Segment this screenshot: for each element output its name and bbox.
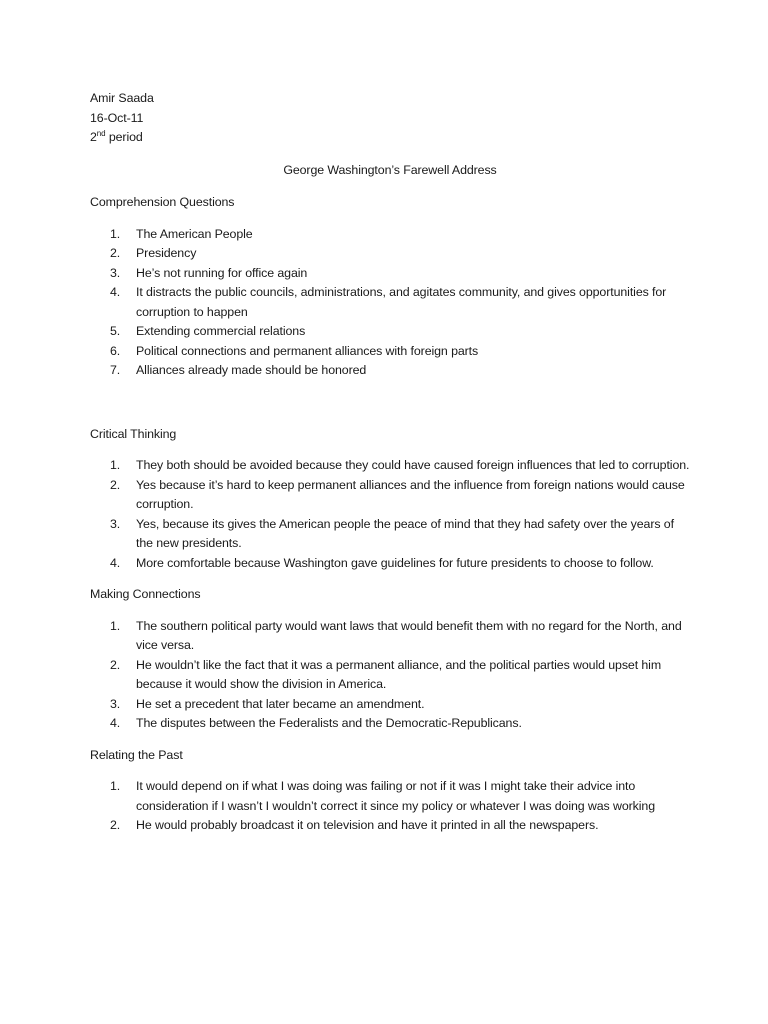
list-item [90, 656, 691, 695]
period-label: period [105, 130, 143, 144]
item-text: It would depend on if what I was doing was failing or not if it was I might take their advice into consideration if I wasn’t I wouldn’t correct it since my policy or whatever I was doing was working [136, 779, 655, 813]
item-number: 2. [110, 477, 121, 492]
student-name: Amir Saada [90, 91, 154, 105]
item-number: 1. [110, 226, 121, 241]
item-text: Yes because it’s hard to keep permanent alliances and the influence from foreign nations would cause corruption. [136, 477, 685, 511]
section-heading-making-connections: Making Connections [90, 587, 201, 601]
section-heading-comprehension: Comprehension Questions [90, 195, 235, 209]
item-number: 4. [110, 716, 121, 730]
item-number: 4. [110, 285, 121, 299]
item-text: He would probably broadcast it on television and have it printed in all the newspapers. [136, 818, 599, 832]
period-suffix: nd [96, 129, 106, 138]
item-number: 2. [110, 657, 121, 672]
item-number: 3. [110, 516, 121, 531]
item-text: It distracts the public councils, administrations, and agitates community, and gives opportunities for corruption to happen [136, 285, 667, 319]
item-text: He set a precedent that later became an amendment. [136, 696, 425, 711]
item-number: 2. [110, 818, 121, 832]
list-item [90, 777, 691, 816]
document-content [90, 89, 690, 836]
list-item [90, 515, 691, 554]
list-item [90, 456, 691, 476]
item-text: Political connections and permanent alliances with foreign parts [136, 343, 479, 358]
comprehension-list [90, 225, 690, 381]
list-item [90, 554, 691, 574]
section-heading-critical-thinking: Critical Thinking [90, 426, 177, 441]
list-item [90, 322, 691, 342]
making-connections-list [90, 617, 690, 734]
list-item [90, 361, 691, 381]
item-text: The disputes between the Federalists and the Democratic-Republicans. [136, 716, 522, 730]
item-number: 5. [110, 324, 121, 338]
section-heading-relating-the-past: Relating the Past [90, 747, 183, 762]
item-text: The American People [136, 226, 253, 241]
class-period [90, 128, 690, 148]
item-number: 1. [110, 458, 121, 472]
item-text: They both should be avoided because they could have caused foreign influences that led to corruption. [136, 458, 690, 472]
item-text: Alliances already made should be honored [136, 363, 367, 377]
item-number: 3. [110, 696, 121, 711]
critical-thinking-list [90, 456, 690, 573]
item-number: 7. [110, 363, 121, 377]
list-item [90, 617, 691, 656]
list-item [90, 225, 691, 245]
item-number: 6. [110, 343, 121, 358]
item-number: 1. [110, 779, 121, 793]
item-text: He wouldn’t like the fact that it was a permanent alliance, and the political parties would upset him because it would show the division in America. [136, 657, 662, 691]
list-item [90, 264, 691, 284]
list-item [90, 283, 691, 322]
period-number: 2 [90, 130, 97, 144]
item-text: More comfortable because Washington gave guidelines for future presidents to choose to follow. [136, 555, 654, 570]
item-number: 3. [110, 265, 121, 280]
item-text: He’s not running for office again [136, 265, 308, 280]
list-item [90, 244, 691, 264]
document-title: George Washington’s Farewell Address [283, 162, 497, 177]
item-text: Extending commercial relations [136, 324, 306, 338]
document-date: 16-Oct-11 [90, 110, 144, 125]
list-item [90, 714, 691, 734]
item-number: 4. [110, 555, 121, 570]
list-item [90, 476, 691, 515]
item-number: 1. [110, 618, 121, 633]
list-item [90, 342, 691, 362]
item-text: The southern political party would want laws that would benefit them with no regard for the North, and vice versa. [136, 618, 682, 652]
relating-the-past-list [90, 777, 690, 836]
item-text: Presidency [136, 246, 197, 260]
item-text: Yes, because its gives the American people the peace of mind that they had safety over the years of the new presidents. [136, 516, 674, 550]
list-item [90, 816, 691, 836]
item-number: 2. [110, 246, 121, 260]
list-item [90, 695, 691, 715]
